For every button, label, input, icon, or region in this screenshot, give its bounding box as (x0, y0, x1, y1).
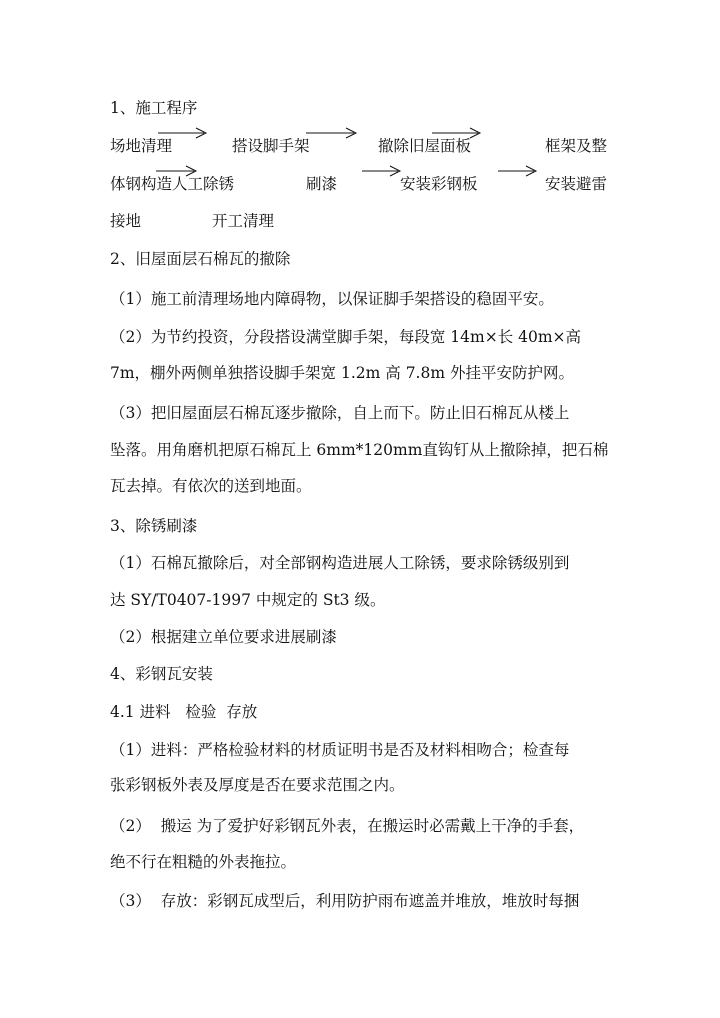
paragraph-line: 达 SY/T0407-1997 中规定的 St3 级。 (110, 591, 386, 609)
paragraph-line: 瓦去掉。有依次的送到地面。 (110, 477, 312, 495)
paragraph-line: 7m，棚外两侧单独搭设脚手架宽 1.2m 高 7.8m 外挂平安防护网。 (110, 364, 574, 382)
flow-step: 刷漆 (306, 175, 338, 193)
section-2-title: 2、旧屋面层石棉瓦的撤除 (110, 250, 291, 268)
flow-step: 安装彩钢板 (400, 175, 478, 193)
flow-step: 搭设脚手架 (232, 137, 310, 155)
flow-step: 开工清理 (212, 212, 275, 230)
section-3-title: 3、除锈刷漆 (110, 517, 198, 535)
paragraph-line: （2）根据建立单位要求进展刷漆 (110, 628, 337, 646)
paragraph-line: （1）进料：严格检验材料的材质证明书是否及材料相吻合；检查每 (110, 741, 570, 759)
paragraph-line: 坠落。用角磨机把原石棉瓦上 6mm*120mm直钩钉从上撤除掉，把石棉 (110, 441, 609, 459)
paragraph-line: 张彩钢板外表及厚度是否在要求范围之内。 (110, 776, 405, 794)
flow-arrow-icon (362, 164, 402, 178)
paragraph-line: （3） 存放：彩钢瓦成型后，利用防护雨布遮盖并堆放，堆放时每捆 (110, 892, 580, 910)
paragraph-line: （1）施工前清理场地内障碍物，以保证脚手架搭设的稳固平安。 (110, 290, 554, 308)
section-4-title: 4、彩钢瓦安装 (110, 665, 213, 683)
paragraph-line: （3）把旧屋面层石棉瓦逐步撤除，自上而下。防止旧石棉瓦从楼上 (110, 404, 570, 422)
paragraph-line: 绝不行在粗糙的外表拖拉。 (110, 853, 297, 871)
flow-arrow-icon (158, 126, 208, 140)
flow-arrow-icon (432, 126, 482, 140)
paragraph-line: （1）石棉瓦撤除后，对全部钢构造进展人工除锈，要求除锈级别到 (110, 554, 570, 572)
paragraph-line: （2）为节约投资，分段搭设满堂脚手架，每段宽 14m×长 40m×高 (110, 328, 582, 346)
flow-arrow-icon (306, 126, 358, 140)
subsection-4-1-title: 4.1 进料 检验 存放 (110, 703, 258, 721)
flow-step: 框架及整 (545, 137, 608, 155)
flow-step: 接地 (110, 212, 142, 230)
flow-step: 安装避雷 (545, 175, 608, 193)
flow-arrow-icon (498, 164, 538, 178)
flow-step: 体钢构造人工除锈 (110, 175, 235, 193)
flow-arrow-icon (156, 164, 198, 178)
flow-step: 撤除旧屋面板 (378, 137, 472, 155)
paragraph-line: （2） 搬运 为了爱护好彩钢瓦外表，在搬运时必需戴上干净的手套， (110, 817, 585, 835)
flow-step: 场地清理 (110, 137, 173, 155)
section-1-title: 1、施工程序 (110, 99, 198, 117)
